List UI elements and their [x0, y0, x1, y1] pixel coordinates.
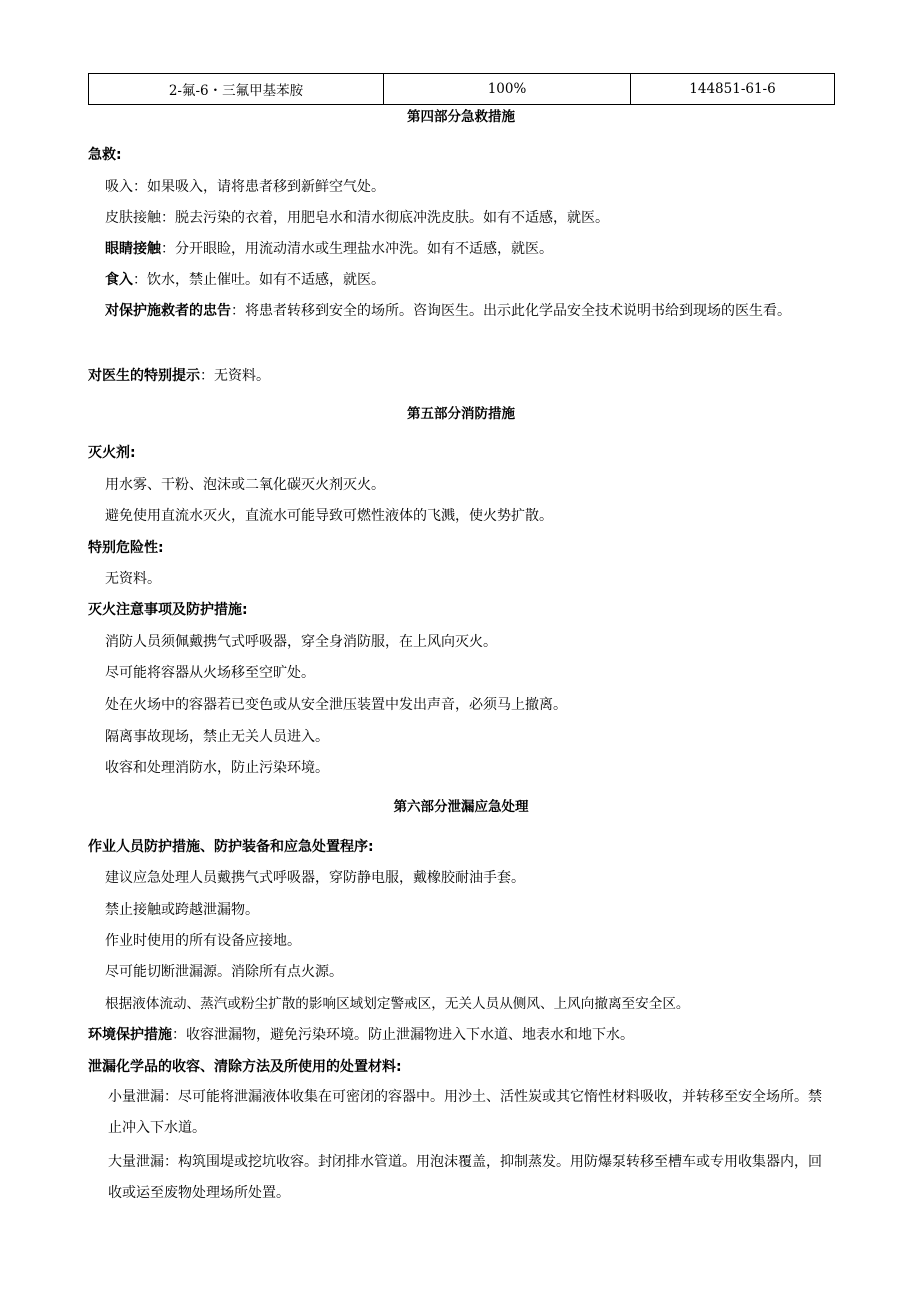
doctor-note-line: [88, 366, 834, 386]
personnel-protection-label: 作业人员防护措施、防护装备和应急处置程序:: [88, 839, 374, 855]
fire-precaution-line: 处在火场中的容器若已变色或从安全泄压装置中发出声音，必须马上撤离。: [105, 697, 567, 713]
eye-contact-text: ：分开眼睑，用流动清水或生理盐水冲洗。如有不适感，就医。: [161, 241, 553, 257]
composition-table: [88, 73, 835, 105]
large-spill-text: 大量泄漏：构筑围堤或挖坑收容。封闭排水管道。用泡沫覆盖，抑制蒸发。用防爆泵转移至槽车或专用收集器内，回收或运至废物处理场所处置。: [108, 1154, 822, 1201]
rescuer-advice-line: [88, 296, 834, 327]
fire-precaution-label: 灭火注意事项及防护措施:: [88, 602, 248, 618]
rescuer-advice-label: 对保护施救者的忠告: [105, 303, 231, 319]
table-row: [89, 74, 835, 105]
extinguisher-label: 灭火剂:: [88, 445, 136, 461]
first-aid-label: 急救:: [88, 147, 122, 163]
ingestion-label: 食入: [105, 272, 133, 288]
cas-number-cell: 144851-61-6: [631, 74, 835, 105]
special-hazard-text: 无资料。: [105, 571, 161, 587]
inhalation-text: ：如果吸入，请将患者移到新鲜空气处。: [133, 179, 385, 195]
section4-title: 第四部分急救措施: [407, 109, 515, 125]
section5-title: 第五部分消防措施: [407, 406, 515, 422]
doctor-note-text: ：无资料。: [200, 368, 270, 384]
personnel-protection-line: 尽可能切断泄漏源。消除所有点火源。: [105, 964, 343, 980]
env-protection-text: ：收容泄漏物，避免污染环境。防止泄漏物进入下水道、地表水和地下水。: [172, 1027, 634, 1043]
personnel-protection-line: 建议应急处理人员戴携气式呼吸器，穿防静电服，戴橡胶耐油手套。: [105, 870, 525, 886]
doctor-note-label: 对医生的特别提示: [88, 368, 200, 384]
env-protection-line: [88, 1025, 834, 1045]
personnel-protection-line: 根据液体流动、蒸汽或粉尘扩散的影响区域划定警戒区，无关人员从侧风、上风向撤离至安全区。: [105, 996, 690, 1012]
eye-contact-label: 眼睛接触: [105, 241, 161, 257]
skin-contact-label: 皮肤接触: [105, 210, 161, 226]
small-spill-text: 小量泄漏：尽可能将泄漏液体收集在可密闭的容器中。用沙土、活性炭或其它惰性材料吸收，并转移至安全场所。禁止冲入下水道。: [108, 1089, 822, 1136]
fire-precaution-line: 消防人员须佩戴携气式呼吸器，穿全身消防服，在上风向灭火。: [105, 634, 497, 650]
fire-precaution-line: 收容和处理消防水，防止污染环境。: [105, 760, 329, 776]
section6-title: 第六部分泄漏应急处理: [393, 799, 529, 815]
skin-contact-line: [105, 208, 835, 228]
skin-contact-text: ：脱去污染的衣着，用肥皂水和清水彻底冲洗皮肤。如有不适感，就医。: [161, 210, 609, 226]
special-hazard-label: 特别危险性:: [88, 540, 164, 556]
ingestion-line: [105, 270, 835, 290]
component-name-cell: 2-氟-6・三氟甲基苯胺: [89, 74, 384, 105]
personnel-protection-line: 作业时使用的所有设备应接地。: [105, 933, 301, 949]
inhalation-line: [105, 177, 835, 197]
eye-contact-line: [105, 239, 835, 259]
extinguisher-line: 避免使用直流水灭火，直流水可能导致可燃性液体的飞溅，使火势扩散。: [105, 508, 553, 524]
cleanup-label: 泄漏化学品的收容、清除方法及所使用的处置材料:: [88, 1059, 402, 1075]
personnel-protection-line: 禁止接触或跨越泄漏物。: [105, 902, 259, 918]
fire-precaution-line: 尽可能将容器从火场移至空旷处。: [105, 665, 315, 681]
fire-precaution-line: 隔离事故现场，禁止无关人员进入。: [105, 729, 329, 745]
ingestion-text: ：饮水，禁止催吐。如有不适感，就医。: [133, 272, 385, 288]
rescuer-advice-text: ：将患者转移到安全的场所。咨询医生。出示此化学品安全技术说明书给到现场的医生看。: [231, 303, 791, 319]
inhalation-label: 吸入: [105, 179, 133, 195]
concentration-cell: 100%: [384, 74, 631, 105]
env-protection-label: 环境保护措施: [88, 1027, 172, 1043]
extinguisher-line: 用水雾、干粉、泡沫或二氧化碳灭火剂灭火。: [105, 477, 385, 493]
